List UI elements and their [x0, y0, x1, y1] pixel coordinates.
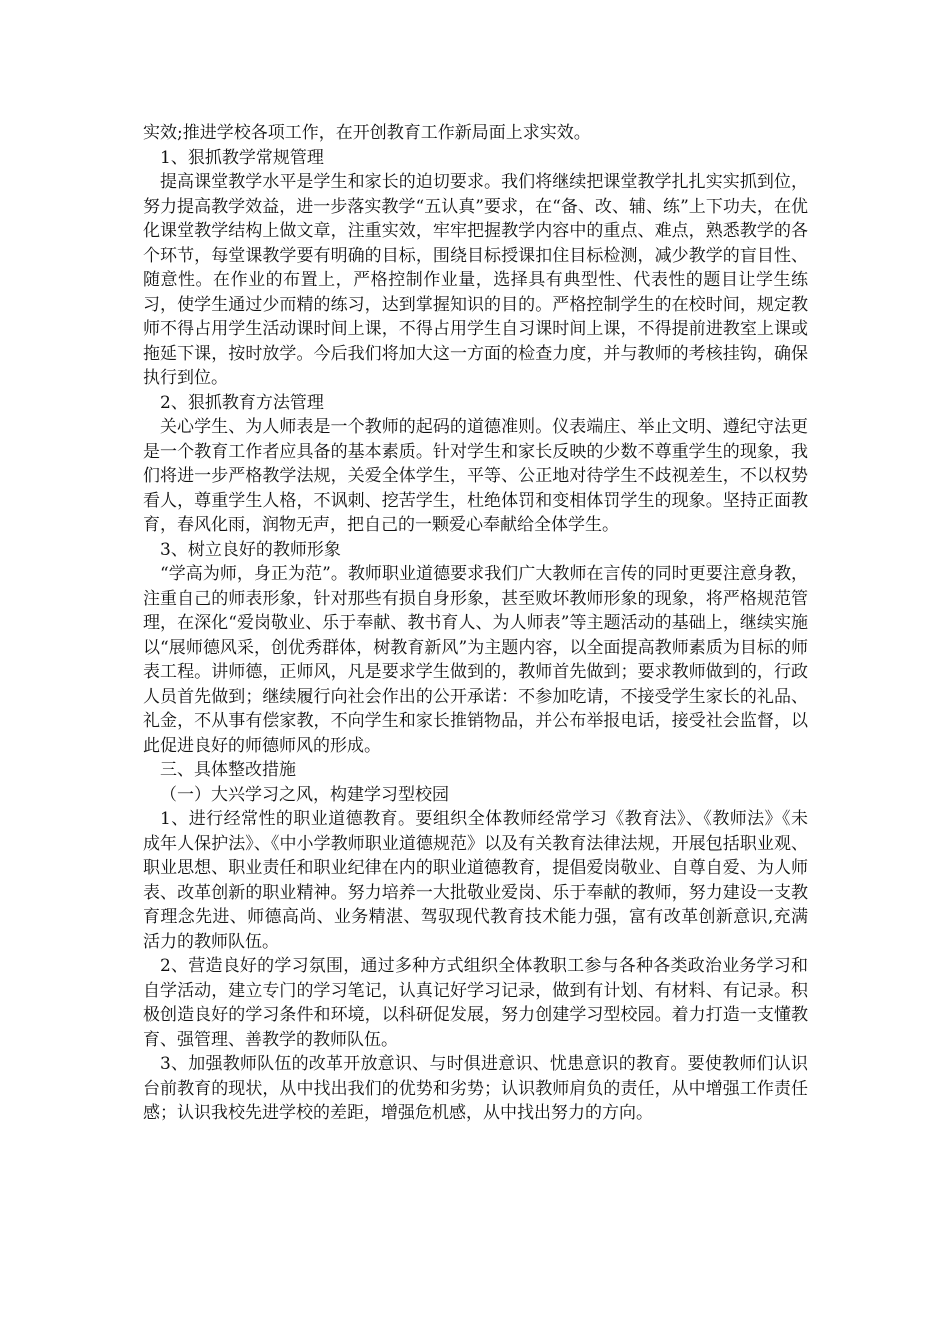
paragraph-continuation: 实效;推进学校各项工作，在开创教育工作新局面上求实效。 [143, 123, 591, 143]
subheading-learning-campus: （一）大兴学习之风，构建学习型校园 [160, 784, 449, 805]
paragraph-teaching-routine: 提高课堂教学水平是学生和家长的迫切要求。我们将继续把课堂教学扎扎实实抓到位，努力提高教学效益，进一步落实教学“五认真”要求，在“备、改、辅、练”上下功夫，在优化课堂教学结构上做文章，注重实效，牢牢把握教学内容中的重点、难点，熟悉教学的各个环节，每堂课教学要有明确的目标，围绕目标授课扣住目标检测，减少教学的盲目性、随意性。在作业的布置上，严格控制作业量，选择具有典型性、代表性的题目让学生练习，使学生通过少而精的练习，达到掌握知识的目的。严格控制学生的在校时间，规定教师不得占用学生活动课时间上课，不得占用学生自习课时间上课，不得提前进教室上课或拖延下课，按时放学。今后我们将加大这一方面的检查力度，并与教师的考核挂钩，确保执行到位。 [143, 172, 808, 388]
paragraph-reform-awareness: 3、加强教师队伍的改革开放意识、与时俱进意识、忧患意识的教育。要使教师们认识台前教育的现状，从中找出我们的优势和劣势；认识教师肩负的责任，从中增强工作责任感；认识我校先进学校的差距，增强危机感，从中找出努力的方向。 [143, 1054, 808, 1123]
section-heading-1: 1、狠抓教学常规管理 [160, 147, 324, 168]
section-heading-3: 3、树立良好的教师形象 [160, 539, 341, 560]
document-body [143, 121, 808, 1126]
paragraph-learning-atmosphere: 2、营造良好的学习氛围，通过多种方式组织全体教职工参与各种各类政治业务学习和自学活动，建立专门的学习笔记，认真记好学习记录，做到有计划、有材料、有记录。积极创造良好的学习条件和环境，以科研促发展，努力创建学习型校园。着力打造一支懂教育、强管理、善教学的教师队伍。 [143, 956, 808, 1050]
paragraph-education-method: 关心学生、为人师表是一个教师的起码的道德准则。仪表端庄、举止文明、遵纪守法更是一个教育工作者应具备的基本素质。针对学生和家长反映的少数不尊重学生的现象，我们将进一步严格教学法规，关爱全体学生，平等、公正地对待学生不歧视差生，不以权势看人，尊重学生人格，不讽刺、挖苦学生，杜绝体罚和变相体罚学生的现象。坚持正面教育，春风化雨，润物无声，把自己的一颗爱心奉献给全体学生。 [143, 417, 808, 535]
chapter-heading-measures: 三、具体整改措施 [160, 760, 296, 780]
paragraph-teacher-image: “学高为师，身正为范”。教师职业道德要求我们广大教师在言传的同时更要注意身教，注重自己的师表形象，针对那些有损自身形象，甚至败坏教师形象的现象，将严格规范管理，在深化“爱岗敬业、乐于奉献、教书育人、为人师表”等主题活动的基础上，继续实施以“展师德风采，创优秀群体，树教育新风”为主题内容，以全面提高教师素质为目标的师表工程。讲师德，正师风，凡是要求学生做到的，教师首先做到；要求教师做到的，行政人员首先做到；继续履行向社会作出的公开承诺：不参加吃请，不接受学生家长的礼品、礼金，不从事有偿家教，不向学生和家长推销物品，并公布举报电话，接受社会监督，以此促进良好的师德师风的形成。 [143, 564, 808, 756]
section-heading-2: 2、狠抓教育方法管理 [160, 392, 324, 413]
paragraph-ethics-education: 1、进行经常性的职业道德教育。要组织全体教师经常学习《教育法》、《教师法》《未成年人保护法》、《中小学教师职业道德规范》以及有关教育法律法规，开展包括职业观、职业思想、职业责任和职业纪律在内的职业道德教育，提倡爱岗敬业、自尊自爱、为人师表、改革创新的职业精神。努力培养一大批敬业爱岗、乐于奉献的教师，努力建设一支教育理念先进、师德高尚、业务精湛、驾驭现代教育技术能力强，富有改革创新意识,充满活力的教师队伍。 [143, 809, 808, 952]
